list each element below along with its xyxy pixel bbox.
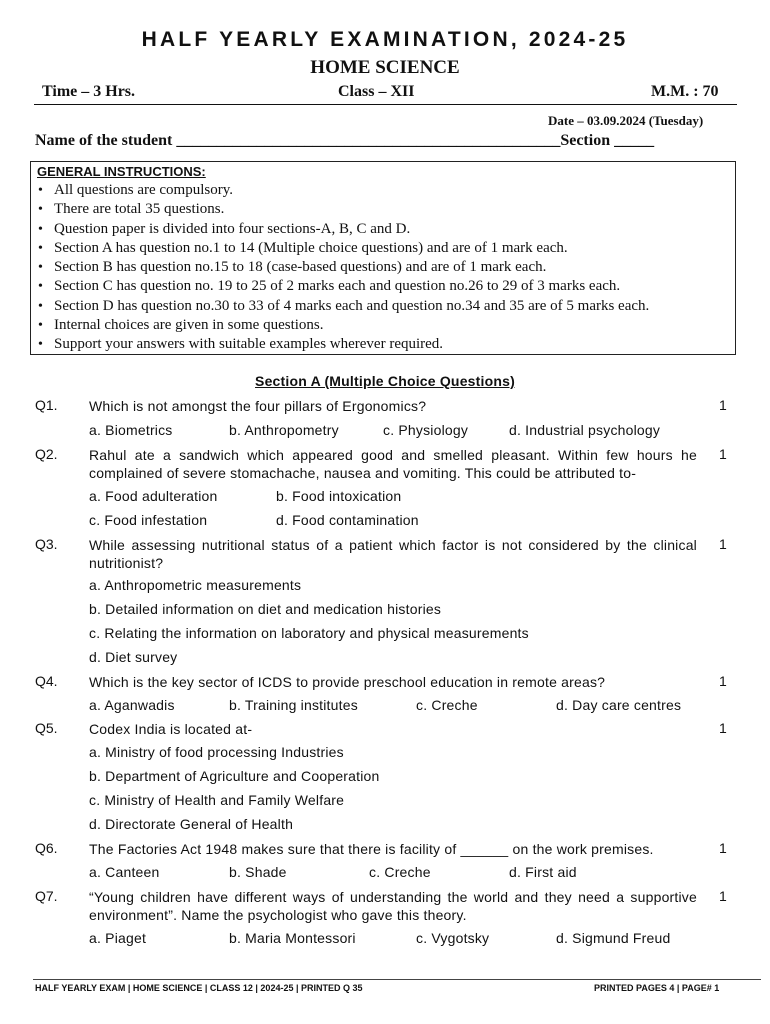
option-c: c. Physiology [383,422,469,438]
question-marks: 1 [719,446,727,462]
section-a-heading: Section A (Multiple Choice Questions) [255,373,515,389]
question-marks: 1 [719,888,727,904]
option-a: a. Piaget [89,930,147,946]
exam-date: Date – 03.09.2024 (Tuesday) [548,113,704,128]
option-d: d. Diet survey [89,649,178,665]
header-divider [34,104,737,105]
option-d: d. Directorate General of Health [89,816,294,832]
option-b: b. Training institutes [229,697,358,713]
footer-page-info: PRINTED PAGES 4 | PAGE# 1 [594,983,720,993]
option-b: b. Food intoxication [276,488,402,504]
instruction-item: • All questions are compulsory. [37,181,729,200]
option-a: a. Food adulteration [89,488,218,504]
option-d: d. Day care centres [556,697,682,713]
instruction-item: • There are total 35 questions. [37,200,729,219]
option-d: d. Sigmund Freud [556,930,671,946]
general-instructions-box [30,161,736,355]
instructions-heading: GENERAL INSTRUCTIONS: [37,164,206,179]
option-c: c. Creche [416,697,478,713]
question-text: The Factories Act 1948 makes sure that there is facility of ______ on the work premises. [89,841,654,857]
option-b: b. Department of Agriculture and Cooperation [89,768,380,784]
class-label: Class – XII [338,83,415,100]
student-name-line: Name of the student ________________________________________________Section _____ [35,132,655,149]
footer-exam-info: HALF YEARLY EXAM | HOME SCIENCE | CLASS 12 | 2024-25 | PRINTED Q 35 [35,983,363,993]
option-c: c. Creche [369,864,431,880]
option-b: b. Maria Montessori [229,930,356,946]
option-a: a. Ministry of food processing Industries [89,744,344,760]
subject-title: HOME SCIENCE [310,57,460,78]
instruction-item: • Internal choices are given in some questions. [37,316,729,335]
question-number: Q5. [35,720,58,736]
option-a: a. Canteen [89,864,160,880]
instruction-item: • Question paper is divided into four sections-A, B, C and D. [37,220,729,239]
option-d: d. First aid [509,864,577,880]
question-text: While assessing nutritional status of a patient which factor is not considered by the clinical nutritionist? [89,537,697,571]
question-number: Q1. [35,397,58,413]
option-a: a. Anthropometric measurements [89,577,302,593]
max-marks: M.M. : 70 [651,83,719,100]
instruction-item: • Section C has question no. 19 to 25 of 2 marks each and question no.26 to 29 of 3 marks each. [37,277,729,296]
exam-duration: Time – 3 Hrs. [42,83,136,100]
question-number: Q6. [35,840,58,856]
exam-title: HALF YEARLY EXAMINATION, 2024-25 [141,28,629,51]
question-text: Which is not amongst the four pillars of Ergonomics? [89,398,427,414]
instruction-item: • Section B has question no.15 to 18 (case-based questions) and are of 1 mark each. [37,258,729,277]
question-marks: 1 [719,840,727,856]
question-marks: 1 [719,397,727,413]
question-number: Q2. [35,446,58,462]
question-text: Codex India is located at- [89,721,253,737]
option-c: c. Ministry of Health and Family Welfare [89,792,345,808]
instruction-item: • Support your answers with suitable examples wherever required. [37,335,729,354]
option-b: b. Shade [229,864,287,880]
option-c: c. Food infestation [89,512,208,528]
option-c: c. Relating the information on laboratory and physical measurements [89,625,529,641]
option-d: d. Food contamination [276,512,419,528]
option-b: b. Anthropometry [229,422,339,438]
question-marks: 1 [719,536,727,552]
question-marks: 1 [719,673,727,689]
option-b: b. Detailed information on diet and medication histories [89,601,442,617]
footer-divider [33,979,761,980]
instruction-item: • Section D has question no.30 to 33 of 4 marks each and question no.34 and 35 are of 5 marks each. [37,297,729,316]
instruction-item: • Section A has question no.1 to 14 (Multiple choice questions) and are of 1 mark each. [37,239,729,258]
question-marks: 1 [719,720,727,736]
question-number: Q4. [35,673,58,689]
option-c: c. Vygotsky [416,930,490,946]
question-text: Which is the key sector of ICDS to provide preschool education in remote areas? [89,674,606,690]
question-text: Rahul ate a sandwich which appeared good and smelled pleasant. Within few hours he complained of severe stomachache, nausea and vomiting. This could be attributed to- [89,447,697,481]
option-a: a. Biometrics [89,422,173,438]
question-number: Q3. [35,536,58,552]
option-d: d. Industrial psychology [509,422,661,438]
instructions-list [37,181,729,355]
option-a: a. Aganwadis [89,697,175,713]
question-number: Q7. [35,888,58,904]
question-text: “Young children have different ways of understanding the world and they need a supportive environment”. Name the psychologist who gave this theory. [89,889,697,923]
